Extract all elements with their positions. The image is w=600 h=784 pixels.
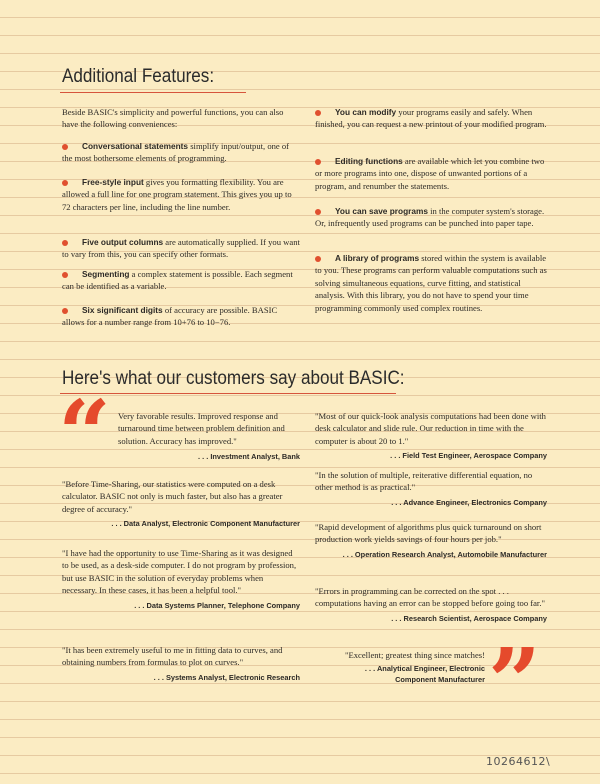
feature-text: in the computer system's storage. Or, infrequently used programs can be punched into paper tape. [315, 206, 545, 229]
feature-item [62, 268, 300, 293]
testimonial-quote: "Excellent; greatest thing since matches! [344, 650, 485, 660]
feature-item [62, 176, 300, 213]
feature-item [315, 205, 547, 230]
feature-item [62, 304, 300, 329]
customers-heading: Here's what our customers say about BASIC: [62, 368, 405, 389]
feature-text: gives you formatting flexibility. You are allowed a full line for one program statement. This gives you up to 72 characters per line, including the line number. [62, 177, 292, 212]
testimonial [315, 585, 547, 624]
feature-item [62, 140, 300, 165]
testimonial [62, 547, 300, 611]
testimonial [315, 649, 485, 685]
feature-bold: You can save programs [335, 206, 428, 216]
feature-bold: You can modify [335, 107, 397, 117]
testimonial-attribution: . . . Data Systems Planner, Telephone Company [134, 600, 300, 610]
testimonial-quote: Very favorable results. Improved response and turnaround time between problem definition and solution. Accuracy has improved." [118, 411, 285, 446]
testimonial-quote: "Most of our quick-look analysis computations had been done with desk calculator and slide rule. Our reduction in time with the computer is about 20 to 1." [315, 411, 546, 446]
testimonial [315, 521, 547, 560]
testimonial [315, 469, 547, 508]
features-heading-rule [60, 92, 246, 93]
feature-text: are available which let you combine two or more programs into one, dispose of unwanted portions of a program, and renumber the statements. [315, 156, 545, 191]
feature-bold: Segmenting [82, 269, 130, 279]
feature-item [62, 236, 300, 261]
testimonial [62, 644, 300, 683]
open-quote-icon: “ [58, 380, 111, 488]
feature-bold: Six significant digits [82, 305, 163, 315]
testimonial-attribution: . . . Research Scientist, Aerospace Company [391, 613, 547, 623]
close-quote-icon: ” [488, 628, 541, 736]
feature-text: a complex statement is possible. Each segment can be identified as a variable. [62, 269, 293, 292]
feature-bold: Editing functions [335, 156, 403, 166]
testimonial-attribution: . . . Field Test Engineer, Aerospace Company [390, 451, 547, 461]
testimonial-quote: "In the solution of multiple, reiterative differential equation, no other method is as practical." [315, 470, 533, 493]
feature-bold: Free-style input [82, 177, 144, 187]
testimonial-quote: "I have had the opportunity to use Time-Sharing as it was designed to be used, as a desk-side computer. I do not program by profession, but use BASIC in the solution of everyday problems when necessary. In these cases, it has been a helpful tool." [62, 548, 297, 596]
testimonial-attribution: . . . Systems Analyst, Electronic Research [153, 672, 300, 682]
feature-text: your programs easily and safely. When finished, you can request a new printout of your modified program. [315, 107, 547, 130]
testimonial [315, 410, 547, 461]
features-intro: Beside BASIC's simplicity and powerful functions, you can also have the following conveniences: [62, 107, 284, 130]
feature-bold: A library of programs [335, 253, 420, 263]
testimonial [62, 478, 300, 529]
feature-text: are automatically supplied. If you want to vary from this, you can specify other formats. [62, 237, 300, 260]
feature-item [315, 155, 547, 192]
testimonial-attribution: . . . Analytical Engineer, Electronic [364, 664, 485, 674]
catalog-number: 10264612\ [486, 755, 551, 768]
feature-bold: Conversational statements [82, 141, 189, 151]
testimonial-attribution: . . . Advance Engineer, Electronics Company [391, 497, 547, 507]
testimonial-attribution: Component Manufacturer [395, 675, 485, 685]
feature-text: stored within the system is available to you. These programs can perform valuable computations such as solving simultaneous equations, curve fitting, and statistical analysis. With this library, you do not have to spend your time programming commonly used complex routines. [315, 253, 547, 313]
features-heading: Additional Features: [62, 66, 215, 87]
testimonial-quote: "Rapid development of algorithms plus quick turnaround on short production work yields savings of four hours per job." [315, 522, 542, 545]
testimonial-attribution: . . . Investment Analyst, Bank [198, 452, 300, 462]
testimonial-quote: "Before Time-Sharing, our statistics were computed on a desk calculator. BASIC not only is much faster, but also has a greater degree of accuracy." [62, 479, 283, 514]
testimonial-attribution: . . . Data Analyst, Electronic Component Manufacturer [111, 519, 300, 529]
feature-item [315, 106, 547, 131]
feature-bold: Five output columns [82, 237, 164, 247]
testimonial-attribution: . . . Operation Research Analyst, Automobile Manufacturer [342, 549, 547, 559]
feature-text: of accuracy are possible. BASIC allows for a number range from 10+76 to 10−76. [62, 305, 278, 328]
testimonial-quote: "It has been extremely useful to me in fitting data to curves, and obtaining numbers from formulas to plot on curves." [62, 645, 283, 668]
testimonial-quote: "Errors in programming can be corrected on the spot . . . computations having an error can be stopped before going too far." [315, 586, 545, 609]
testimonial [62, 410, 300, 462]
feature-item [315, 252, 547, 314]
feature-text: simplify input/output, one of the most bothersome elements of programming. [62, 141, 290, 164]
